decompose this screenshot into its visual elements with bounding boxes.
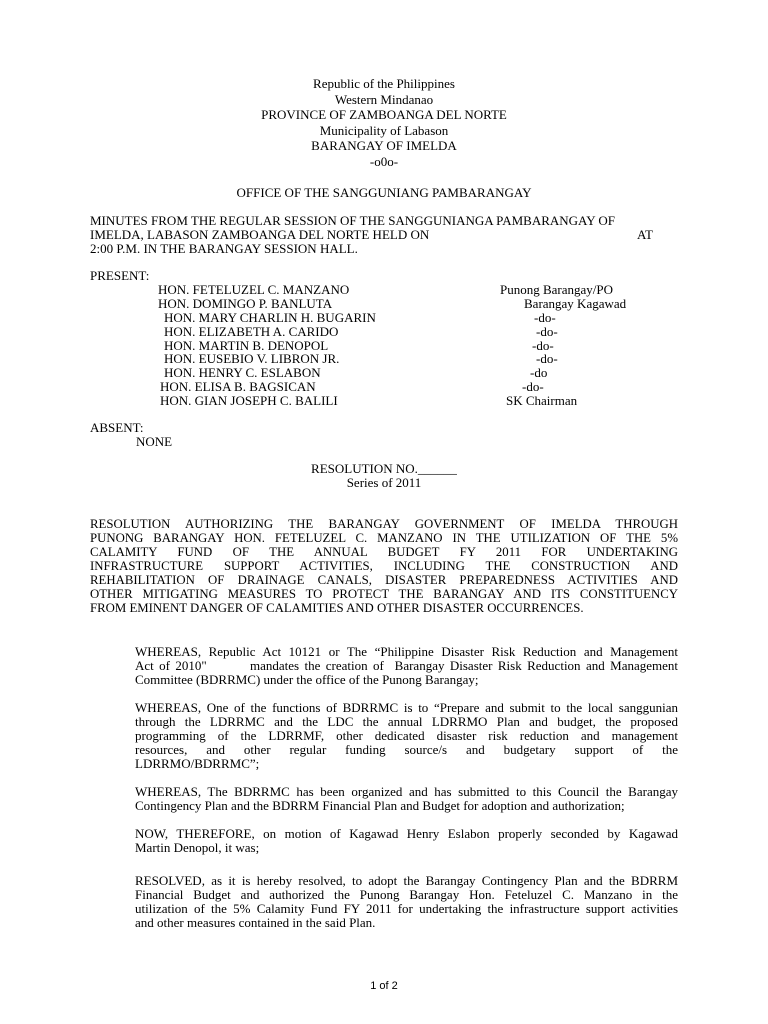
- resolution-number: RESOLUTION NO.______: [311, 461, 457, 476]
- member-role: SK Chairman: [506, 393, 578, 408]
- header-province: PROVINCE OF ZAMBOANGA DEL NORTE: [261, 107, 507, 122]
- resolution-series: Series of 2011: [346, 475, 422, 490]
- whereas-line: LDRRMO/BDRRMC”;: [135, 756, 260, 771]
- resolution-title: [90, 517, 678, 615]
- member-role: -do-: [536, 351, 558, 366]
- minutes-line-1: MINUTES FROM THE REGULAR SESSION OF THE SANGGUNIANGA PAMBARANGAY OF: [90, 213, 616, 228]
- whereas-3: [135, 785, 678, 813]
- member-name: HON. MARY CHARLIN H. BUGARIN: [164, 310, 376, 325]
- member-name: HON. DOMINGO P. BANLUTA: [158, 296, 333, 311]
- whereas-line: WHEREAS, Republic Act 10121 or The “Philippine Disaster Risk Reduction and Management: [135, 644, 678, 659]
- absent-value: NONE: [136, 434, 173, 449]
- minutes-line-3: 2:00 P.M. IN THE BARANGAY SESSION HALL.: [90, 241, 358, 256]
- member-role: -do-: [534, 310, 556, 325]
- resolved-line: RESOLVED, as it is hereby resolved, to adopt the Barangay Contingency Plan and the BDRRM: [135, 873, 678, 888]
- page-number: 1 of 2: [370, 980, 398, 992]
- present-label: PRESENT:: [90, 268, 150, 283]
- header-ornament: -o0o-: [369, 154, 399, 169]
- title-line: CALAMITY FUND OF THE ANNUAL BUDGET FY 2011 FOR UNDERTAKING: [90, 545, 678, 559]
- member-role: -do-: [522, 379, 544, 394]
- whereas-line: Act of 2010" mandates the creation of Barangay Disaster Risk Reduction and Management: [135, 658, 678, 673]
- whereas-line: through the LDRRMC and the LDC the annual LDRRMO Plan and budget, the proposed: [135, 714, 678, 729]
- header-republic: Republic of the Philippines: [313, 76, 455, 91]
- therefore-line: Martin Denopol, it was;: [135, 840, 260, 855]
- minutes-line-2: IMELDA, LABASON ZAMBOANGA DEL NORTE HELD ON: [90, 227, 430, 242]
- member-name: HON. FETELUZEL C. MANZANO: [158, 282, 350, 297]
- whereas-line: programming of the LDRRMF, other dedicated disaster risk reduction and management: [135, 728, 678, 743]
- member-role: Barangay Kagawad: [524, 296, 627, 311]
- member-role: -do: [530, 365, 548, 380]
- title-line: OTHER MITIGATING MEASURES TO PROTECT THE BARANGAY AND ITS CONSTITUENCY: [90, 587, 678, 601]
- minutes-at: AT: [637, 227, 653, 242]
- title-line: INFRASTRUCTURE SUPPORT ACTIVITIES, INCLUDING THE CONSTRUCTION AND: [90, 559, 678, 573]
- resolved-line: Financial Budget and authorized the Punong Barangay Hon. Feteluzel C. Manzano in the: [135, 887, 678, 902]
- office-title: OFFICE OF THE SANGGUNIANG PAMBARANGAY: [236, 185, 532, 200]
- title-line: RESOLUTION AUTHORIZING THE BARANGAY GOVERNMENT OF IMELDA THROUGH: [90, 517, 678, 531]
- member-name: HON. ELISA B. BAGSICAN: [160, 379, 316, 394]
- whereas-line: WHEREAS, One of the functions of BDRRMC is to “Prepare and submit to the local sanggunian: [135, 700, 678, 715]
- therefore-line: NOW, THEREFORE, on motion of Kagawad Henry Eslabon properly seconded by Kagawad: [135, 826, 678, 841]
- member-name: HON. ELIZABETH A. CARIDO: [164, 324, 339, 339]
- header-barangay: BARANGAY OF IMELDA: [311, 138, 457, 153]
- member-name: HON. EUSEBIO V. LIBRON JR.: [164, 351, 340, 366]
- header-region: Western Mindanao: [334, 92, 434, 107]
- resolved-line: utilization of the 5% Calamity Fund FY 2011 for undertaking the infrastructure support activities: [135, 901, 678, 916]
- whereas-2: [135, 701, 678, 771]
- whereas-line: resources, and other regular funding source/s and budgetary support of the: [135, 742, 678, 757]
- resolved-line: and other measures contained in the said Plan.: [135, 915, 376, 930]
- member-name: HON. GIAN JOSEPH C. BALILI: [160, 393, 338, 408]
- title-line: PUNONG BARANGAY HON. FETELUZEL C. MANZANO IN THE UTILIZATION OF THE 5%: [90, 531, 678, 545]
- title-line: FROM EMINENT DANGER OF CALAMITIES AND OTHER DISASTER OCCURRENCES.: [90, 601, 584, 615]
- title-line: REHABILITATION OF DRAINAGE CANALS, DISASTER PREPAREDNESS ACTIVITIES AND: [90, 573, 678, 587]
- member-role: -do-: [532, 338, 554, 353]
- now-therefore: [135, 827, 678, 855]
- header-municipality: Municipality of Labason: [319, 123, 449, 138]
- member-name: HON. MARTIN B. DENOPOL: [164, 338, 329, 353]
- member-role: -do-: [536, 324, 558, 339]
- whereas-1: [135, 645, 678, 687]
- whereas-line: WHEREAS, The BDRRMC has been organized and has submitted to this Council the Barangay: [135, 784, 678, 799]
- whereas-line: Committee (BDRRMC) under the office of the Punong Barangay;: [135, 672, 479, 687]
- resolved: [135, 874, 678, 930]
- member-name: HON. HENRY C. ESLABON: [164, 365, 321, 380]
- whereas-line: Contingency Plan and the BDRRM Financial Plan and Budget for adoption and authorization;: [135, 798, 625, 813]
- member-role: Punong Barangay/PO: [500, 282, 614, 297]
- absent-label: ABSENT:: [90, 420, 144, 435]
